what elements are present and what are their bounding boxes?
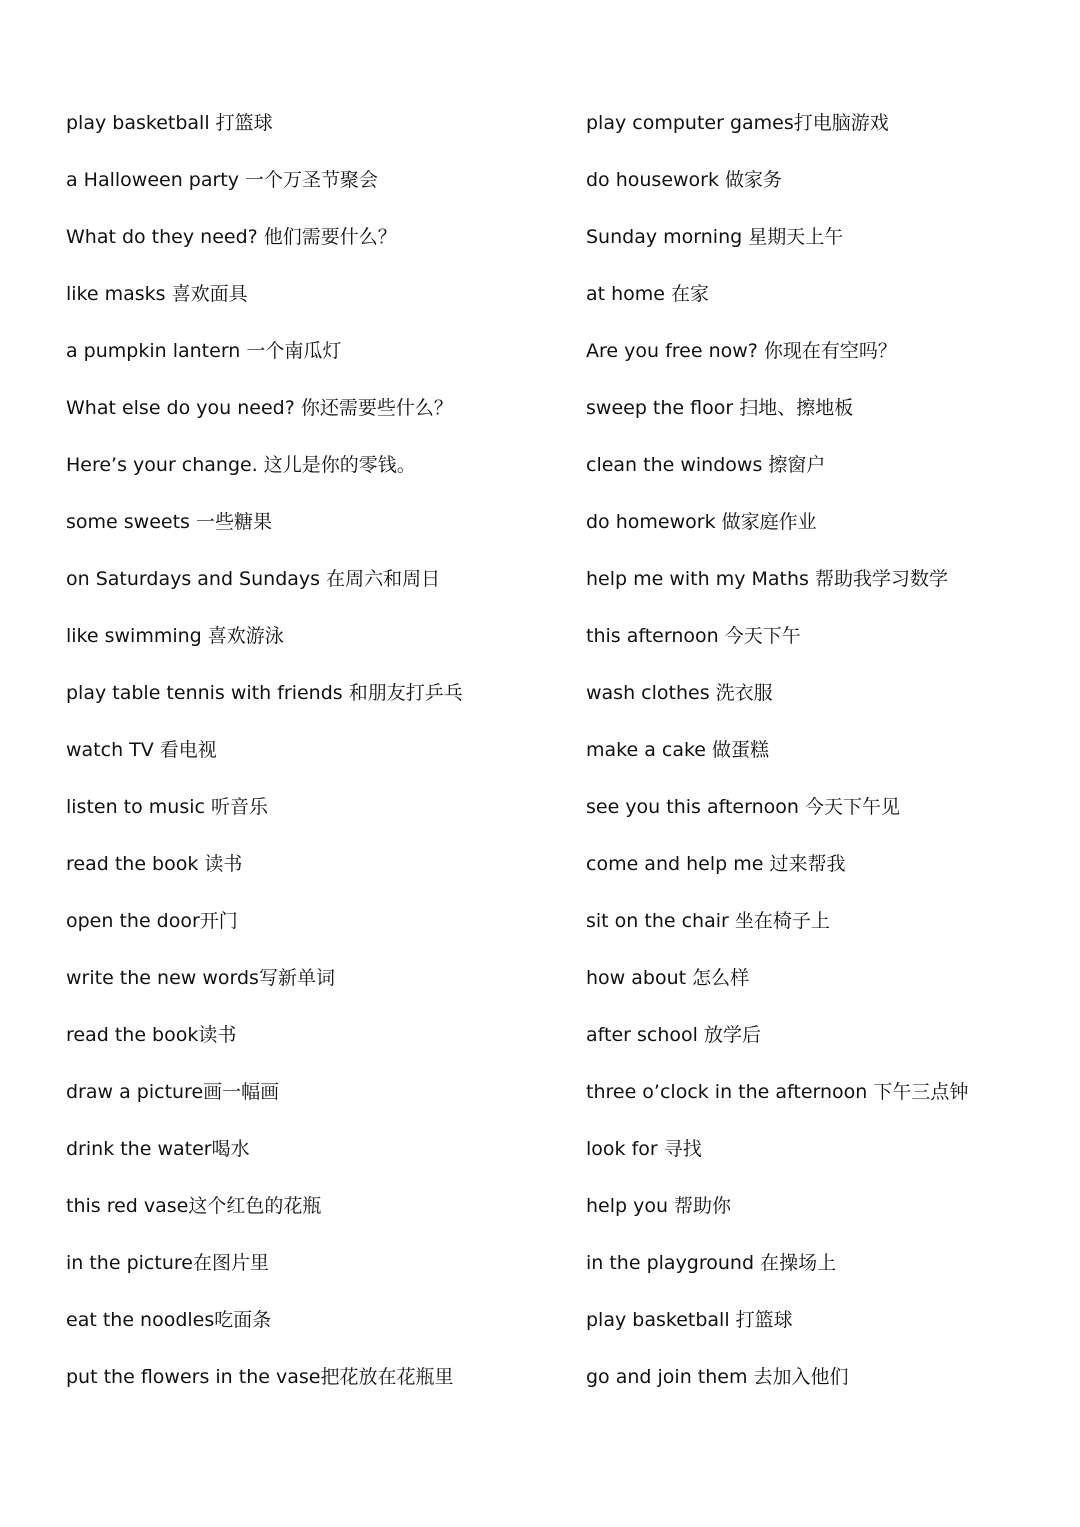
vocab-entry: some sweets 一些糖果	[66, 511, 272, 533]
vocab-entry: look for 寻找	[586, 1138, 702, 1160]
vocab-entry: how about 怎么样	[586, 967, 750, 989]
vocab-entry: three o’clock in the afternoon 下午三点钟	[586, 1081, 969, 1103]
vocab-entry: help me with my Maths 帮助我学习数学	[586, 568, 948, 590]
vocab-entry: play computer games打电脑游戏	[586, 112, 889, 134]
vocab-entry: this red vase这个红色的花瓶	[66, 1195, 322, 1217]
vocab-entry: play table tennis with friends 和朋友打乒乓	[66, 682, 463, 704]
vocab-entry: go and join them 去加入他们	[586, 1366, 849, 1388]
vocab-entry: play basketball 打篮球	[586, 1309, 793, 1331]
vocab-entry: come and help me 过来帮我	[586, 853, 846, 875]
vocab-entry: Here’s your change. 这儿是你的零钱。	[66, 454, 416, 476]
vocab-entry: this afternoon 今天下午	[586, 625, 801, 647]
vocab-entry: in the picture在图片里	[66, 1252, 269, 1274]
vocab-entry: read the book 读书	[66, 853, 243, 875]
vocab-entry: like masks 喜欢面具	[66, 283, 248, 305]
vocab-entry: eat the noodles吃面条	[66, 1309, 272, 1331]
vocab-entry: on Saturdays and Sundays 在周六和周日	[66, 568, 441, 590]
vocab-entry: clean the windows 擦窗户	[586, 454, 826, 476]
vocab-entry: What else do you need? 你还需要些什么？	[66, 397, 453, 419]
vocab-entry: wash clothes 洗衣服	[586, 682, 773, 704]
vocab-entry: Are you free now? 你现在有空吗？	[586, 340, 897, 362]
vocab-entry: do homework 做家庭作业	[586, 511, 817, 533]
vocab-entry: do housework 做家务	[586, 169, 783, 191]
vocab-entry: sweep the floor 扫地、擦地板	[586, 397, 854, 419]
vocab-entry: draw a picture画一幅画	[66, 1081, 280, 1103]
vocab-entry: Sunday morning 星期天上午	[586, 226, 844, 248]
vocab-entry: put the flowers in the vase把花放在花瓶里	[66, 1366, 454, 1388]
vocab-entry: listen to music 听音乐	[66, 796, 269, 818]
vocab-entry: like swimming 喜欢游泳	[66, 625, 284, 647]
vocab-entry: after school 放学后	[586, 1024, 761, 1046]
vocab-entry: a pumpkin lantern 一个南瓜灯	[66, 340, 342, 362]
right-column	[586, 108, 1056, 1419]
vocab-entry: play basketball 打篮球	[66, 112, 273, 134]
vocab-entry: make a cake 做蛋糕	[586, 739, 770, 761]
vocab-entry: at home 在家	[586, 283, 710, 305]
vocab-entry: What do they need? 他们需要什么？	[66, 226, 397, 248]
vocab-entry: see you this afternoon 今天下午见	[586, 796, 900, 818]
vocab-entry: in the playground 在操场上	[586, 1252, 837, 1274]
vocab-entry: help you 帮助你	[586, 1195, 732, 1217]
vocab-entry: a Halloween party 一个万圣节聚会	[66, 169, 379, 191]
left-column	[66, 108, 566, 1419]
vocab-entry: drink the water喝水	[66, 1138, 250, 1160]
vocab-entry: open the door开门	[66, 910, 238, 932]
vocab-entry: watch TV 看电视	[66, 739, 217, 761]
vocab-entry: read the book读书	[66, 1024, 237, 1046]
vocab-entry: sit on the chair 坐在椅子上	[586, 910, 830, 932]
vocab-entry: write the new words写新单词	[66, 967, 335, 989]
